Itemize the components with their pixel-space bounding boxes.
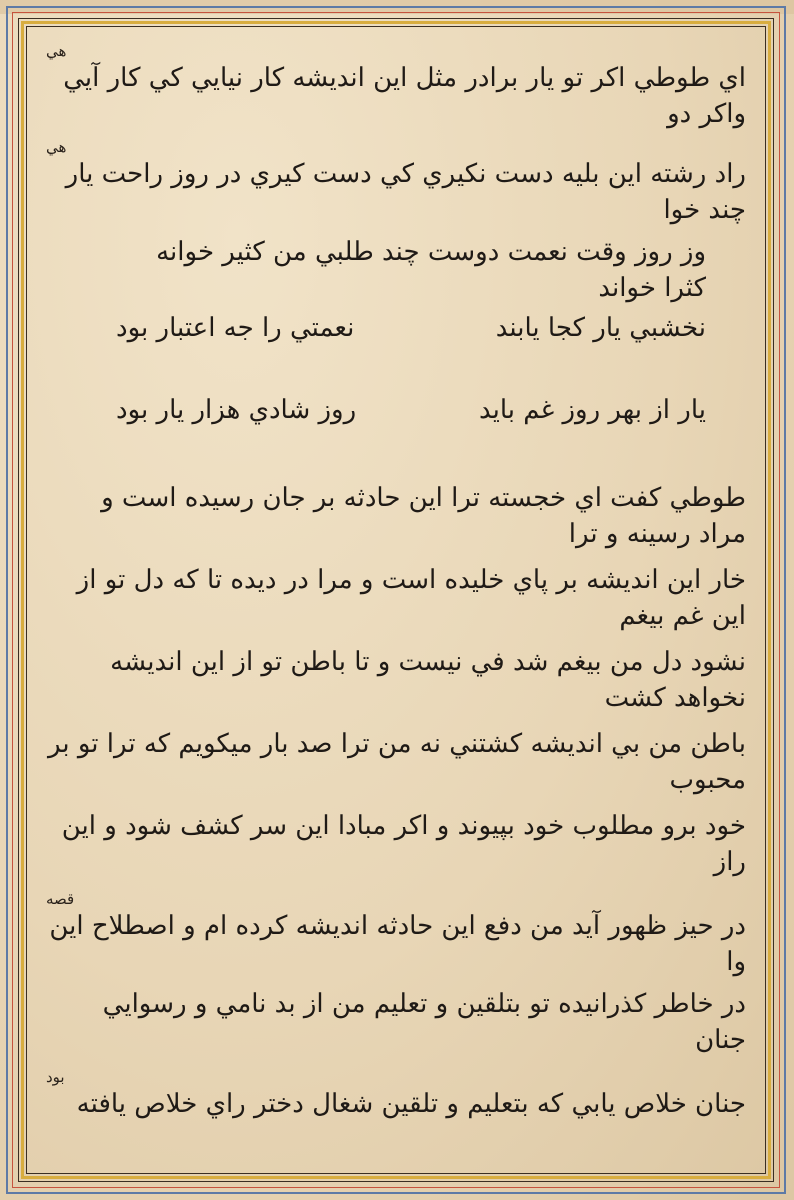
marginal-gloss: هي [46,42,67,60]
text-line: نشود دل من بيغم شد في نيست و تا باطن تو از اين انديشه نخواهد كشت [110,647,746,713]
verse-row [46,392,746,474]
text-line: جنان خلاص يابي كه بتعليم و تلقين شغال دختر راي خلاص يافته [76,1089,746,1119]
text-line: وز روز وقت نعمت دوست چند طلبي من كثير خوانه كثرا خواند [156,237,706,303]
text-row [46,556,746,638]
text-line: در خاطر كذرانيده تو بتلقين و تعليم من از بد نامي و رسوايي جنان [102,989,746,1055]
text-row [46,228,746,310]
text-row [46,802,746,884]
verse-hemistich: يار از بهر روز غم بايد [479,395,706,425]
verse-hemistich: نخشبي يار كجا يابند [495,313,706,343]
text-line: خار اين انديشه بر پاي خليده است و مرا در ديده تا كه دل تو از اين غم بيغم [76,565,746,631]
verse-row [46,310,746,392]
text-line: باطن من بي انديشه كشتني نه من ترا صد بار ميكويم كه ترا تو بر محبوب [47,729,746,795]
text-row [46,638,746,720]
text-row [46,36,746,132]
text-line: راد رشته اين بليه دست نكيري كي دست كيري در روز راحت يار چند خوا [65,159,746,225]
verse-hemistich: روز شادي هزار يار بود [116,395,357,425]
verse-hemistich: نعمتي را جه اعتبار بود [116,313,355,343]
text-row [46,474,746,556]
marginal-gloss: هي [46,138,67,156]
text-row [46,1062,746,1144]
text-line: طوطي كفت اي خجسته ترا اين حادثه بر جان رسيده است و مراد رسينه و ترا [101,483,746,549]
text-row [46,720,746,802]
text-line: اي طوطي اكر تو يار برادر مثل اين انديشه كار نيايي كي كار آيي واكر دو [63,63,746,129]
text-row [46,980,746,1062]
text-line: در حيز ظهور آيد من دفع اين حادثه انديشه كرده ام و اصطلاح اين وا [49,911,746,977]
marginal-gloss: قصه [46,890,75,908]
text-row [46,884,746,980]
marginal-gloss: بود [46,1068,65,1086]
text-line: خود برو مطلوب خود بپيوند و اكر مبادا اين سر كشف شود و اين راز [61,811,746,877]
text-row [46,132,746,228]
